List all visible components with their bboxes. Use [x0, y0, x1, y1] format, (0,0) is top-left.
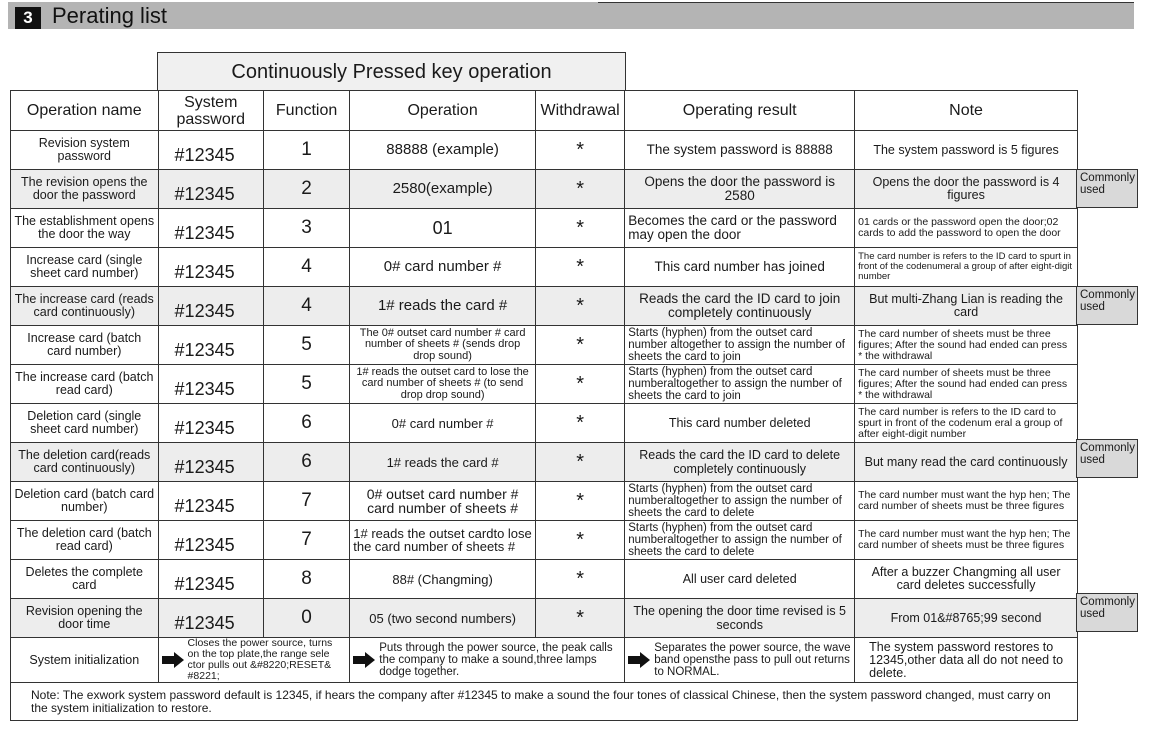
header-function: Function [263, 91, 349, 131]
cell-password: #12345 [158, 209, 263, 248]
header-operation-name: Operation name [11, 91, 159, 131]
cell-password: #12345 [158, 287, 263, 326]
cell-note: The card number of sheets must be three figures; After the sound had ended can press * the withdrawal [855, 365, 1078, 404]
cell-withdrawal: * [535, 131, 624, 170]
cell-init-step-3 [625, 638, 855, 683]
table-row [11, 599, 1078, 638]
cell-password: #12345 [158, 404, 263, 443]
table-row [11, 326, 1078, 365]
table-row [11, 170, 1078, 209]
cell-withdrawal: * [535, 521, 624, 560]
cell-function: 6 [263, 443, 349, 482]
cell-init-step-1 [158, 638, 350, 683]
cell-operation-name: Revision system password [11, 131, 159, 170]
cell-operation: 1# reads the card # [350, 287, 536, 326]
init-step-1-text: Closes the power source, turns on the top plate,the range sele ctor pulls out &#8220;RESET& #8221; [187, 637, 333, 682]
init-step-2-text: Puts through the power source, the peak calls the company to make a sound,three lamps dodge together. [379, 642, 613, 678]
section-number: 3 [15, 7, 41, 29]
table-row-system-init [11, 638, 1078, 683]
cell-function: 1 [263, 131, 349, 170]
footnote: Note: The exwork system password default is 12345, if hears the company after #12345 to make a sound the four tones of classical Chinese, then the system password changed, must carry on the system initialization to restore. [11, 683, 1078, 721]
cell-result: The opening the door time revised is 5 seconds [625, 599, 855, 638]
cell-operation-name: The deletion card(reads card continuously) [11, 443, 159, 482]
table-row [11, 287, 1078, 326]
table-row [11, 209, 1078, 248]
cell-note: The card number must want the hyp hen; The card number of sheets must be three figures [855, 521, 1078, 560]
arrow-right-icon [628, 652, 650, 668]
cell-operation: The 0# outset card number # card number of sheets # (sends drop drop sound) [350, 326, 536, 365]
cell-operation-name: Increase card (single sheet card number) [11, 248, 159, 287]
section-top-rule [598, 2, 1134, 3]
cell-operation: 1# reads the card # [350, 443, 536, 482]
section-title: Perating list [52, 3, 167, 28]
arrow-right-icon [353, 652, 375, 668]
cell-function: 6 [263, 404, 349, 443]
cell-operation: 1# reads the outset cardto lose the card number of sheets # [350, 521, 536, 560]
cell-result: This card number deleted [625, 404, 855, 443]
header-operation: Operation [350, 91, 536, 131]
cell-function: 2 [263, 170, 349, 209]
table-row [11, 131, 1078, 170]
cell-result: Starts (hyphen) from the outset card numberaltogether to assign the number of sheets the card to delete [625, 521, 855, 560]
cell-operation-name: Increase card (batch card number) [11, 326, 159, 365]
cell-password: #12345 [158, 131, 263, 170]
cell-result: Reads the card the ID card to join completely continuously [625, 287, 855, 326]
cell-result: Reads the card the ID card to delete completely continuously [625, 443, 855, 482]
cell-result: This card number has joined [625, 248, 855, 287]
cell-password: #12345 [158, 365, 263, 404]
header-system-password: System password [158, 91, 263, 131]
cell-note: The system password restores to 12345,other data all do not need to delete. [855, 638, 1078, 683]
cell-note: 01 cards or the password open the door;02 cards to add the password to open the door [855, 209, 1078, 248]
cell-operation: 0# outset card number # card number of sheets # [350, 482, 536, 521]
cell-note: But many read the card continuously [855, 443, 1078, 482]
table-row [11, 521, 1078, 560]
cell-note: Opens the door the password is 4 figures [855, 170, 1078, 209]
cell-result: Starts (hyphen) from the outset card number altogether to assign the number of sheets the card to join [625, 326, 855, 365]
cell-function: 7 [263, 482, 349, 521]
cell-note: The card number must want the hyp hen; The card number of sheets must be three figures [855, 482, 1078, 521]
footnote-row [11, 683, 1078, 721]
cell-withdrawal: * [535, 248, 624, 287]
cell-note: The card number is refers to the ID card to spurt in front of the codenum eral a group of after eight-digit number [855, 404, 1078, 443]
cell-password: #12345 [158, 560, 263, 599]
cell-withdrawal: * [535, 170, 624, 209]
cell-password: #12345 [158, 443, 263, 482]
table-row [11, 248, 1078, 287]
cell-function: 7 [263, 521, 349, 560]
cell-operation: 01 [350, 209, 536, 248]
header-note: Note [855, 91, 1078, 131]
cell-withdrawal: * [535, 287, 624, 326]
cell-note: The system password is 5 figures [855, 131, 1078, 170]
cell-withdrawal: * [535, 365, 624, 404]
cell-function: 4 [263, 287, 349, 326]
cell-operation-name: Deletion card (single sheet card number) [11, 404, 159, 443]
section-header-bar [8, 2, 1134, 29]
cell-operation: 0# card number # [350, 404, 536, 443]
cell-operation-name: Deletes the complete card [11, 560, 159, 599]
group-header: Continuously Pressed key operation [157, 52, 626, 90]
commonly-used-tag: Commonly used [1076, 593, 1138, 632]
cell-operation-name: System initialization [11, 638, 159, 683]
cell-result: Becomes the card or the password may open the door [625, 209, 855, 248]
cell-init-step-2 [350, 638, 625, 683]
header-withdrawal: Withdrawal [535, 91, 624, 131]
cell-operation-name: The revision opens the door the password [11, 170, 159, 209]
cell-password: #12345 [158, 170, 263, 209]
cell-result: The system password is 88888 [625, 131, 855, 170]
header-row [11, 91, 1078, 131]
cell-result: All user card deleted [625, 560, 855, 599]
cell-note: The card number is refers to the ID card to spurt in front of the codenumeral a group of after eight-digit number [855, 248, 1078, 287]
table-row [11, 404, 1078, 443]
cell-note: But multi-Zhang Lian is reading the card [855, 287, 1078, 326]
cell-function: 3 [263, 209, 349, 248]
cell-withdrawal: * [535, 443, 624, 482]
cell-function: 5 [263, 365, 349, 404]
arrow-right-icon [162, 652, 184, 668]
cell-operation-name: The deletion card (batch read card) [11, 521, 159, 560]
cell-note: From 01&#8765;99 second [855, 599, 1078, 638]
cell-note: After a buzzer Changming all user card deletes successfully [855, 560, 1078, 599]
cell-operation-name: Deletion card (batch card number) [11, 482, 159, 521]
commonly-used-tag: Commonly used [1076, 169, 1138, 208]
table-row [11, 482, 1078, 521]
cell-result: Opens the door the password is 2580 [625, 170, 855, 209]
cell-withdrawal: * [535, 209, 624, 248]
cell-function: 8 [263, 560, 349, 599]
cell-operation: 88888 (example) [350, 131, 536, 170]
cell-result: Starts (hyphen) from the outset card numberaltogether to assign the number of sheets the card to join [625, 365, 855, 404]
commonly-used-tag: Commonly used [1076, 439, 1138, 478]
cell-withdrawal: * [535, 404, 624, 443]
cell-function: 4 [263, 248, 349, 287]
cell-operation: 0# card number # [350, 248, 536, 287]
cell-operation-name: The establishment opens the door the way [11, 209, 159, 248]
header-operating-result: Operating result [625, 91, 855, 131]
cell-password: #12345 [158, 482, 263, 521]
table-row [11, 443, 1078, 482]
cell-password: #12345 [158, 326, 263, 365]
cell-withdrawal: * [535, 599, 624, 638]
cell-note: The card number of sheets must be three figures; After the sound had ended can press * the withdrawal [855, 326, 1078, 365]
cell-operation-name: The increase card (reads card continuously) [11, 287, 159, 326]
cell-password: #12345 [158, 599, 263, 638]
cell-withdrawal: * [535, 560, 624, 599]
operating-list-table [10, 90, 1078, 721]
cell-password: #12345 [158, 521, 263, 560]
table-row [11, 560, 1078, 599]
cell-withdrawal: * [535, 326, 624, 365]
cell-operation: 1# reads the outset card to lose the card number of sheets # (to send drop drop sound) [350, 365, 536, 404]
cell-withdrawal: * [535, 482, 624, 521]
cell-operation-name: Revision opening the door time [11, 599, 159, 638]
cell-operation-name: The increase card (batch read card) [11, 365, 159, 404]
init-step-3-text: Separates the power source, the wave band opensthe pass to pull out returns to NORMAL. [654, 642, 851, 678]
cell-operation: 88# (Changming) [350, 560, 536, 599]
cell-function: 0 [263, 599, 349, 638]
table-row [11, 365, 1078, 404]
cell-function: 5 [263, 326, 349, 365]
cell-operation: 2580(example) [350, 170, 536, 209]
cell-operation: 05 (two second numbers) [350, 599, 536, 638]
commonly-used-tag: Commonly used [1076, 286, 1138, 325]
cell-password: #12345 [158, 248, 263, 287]
cell-result: Starts (hyphen) from the outset card numberaltogether to assign the number of sheets the card to delete [625, 482, 855, 521]
